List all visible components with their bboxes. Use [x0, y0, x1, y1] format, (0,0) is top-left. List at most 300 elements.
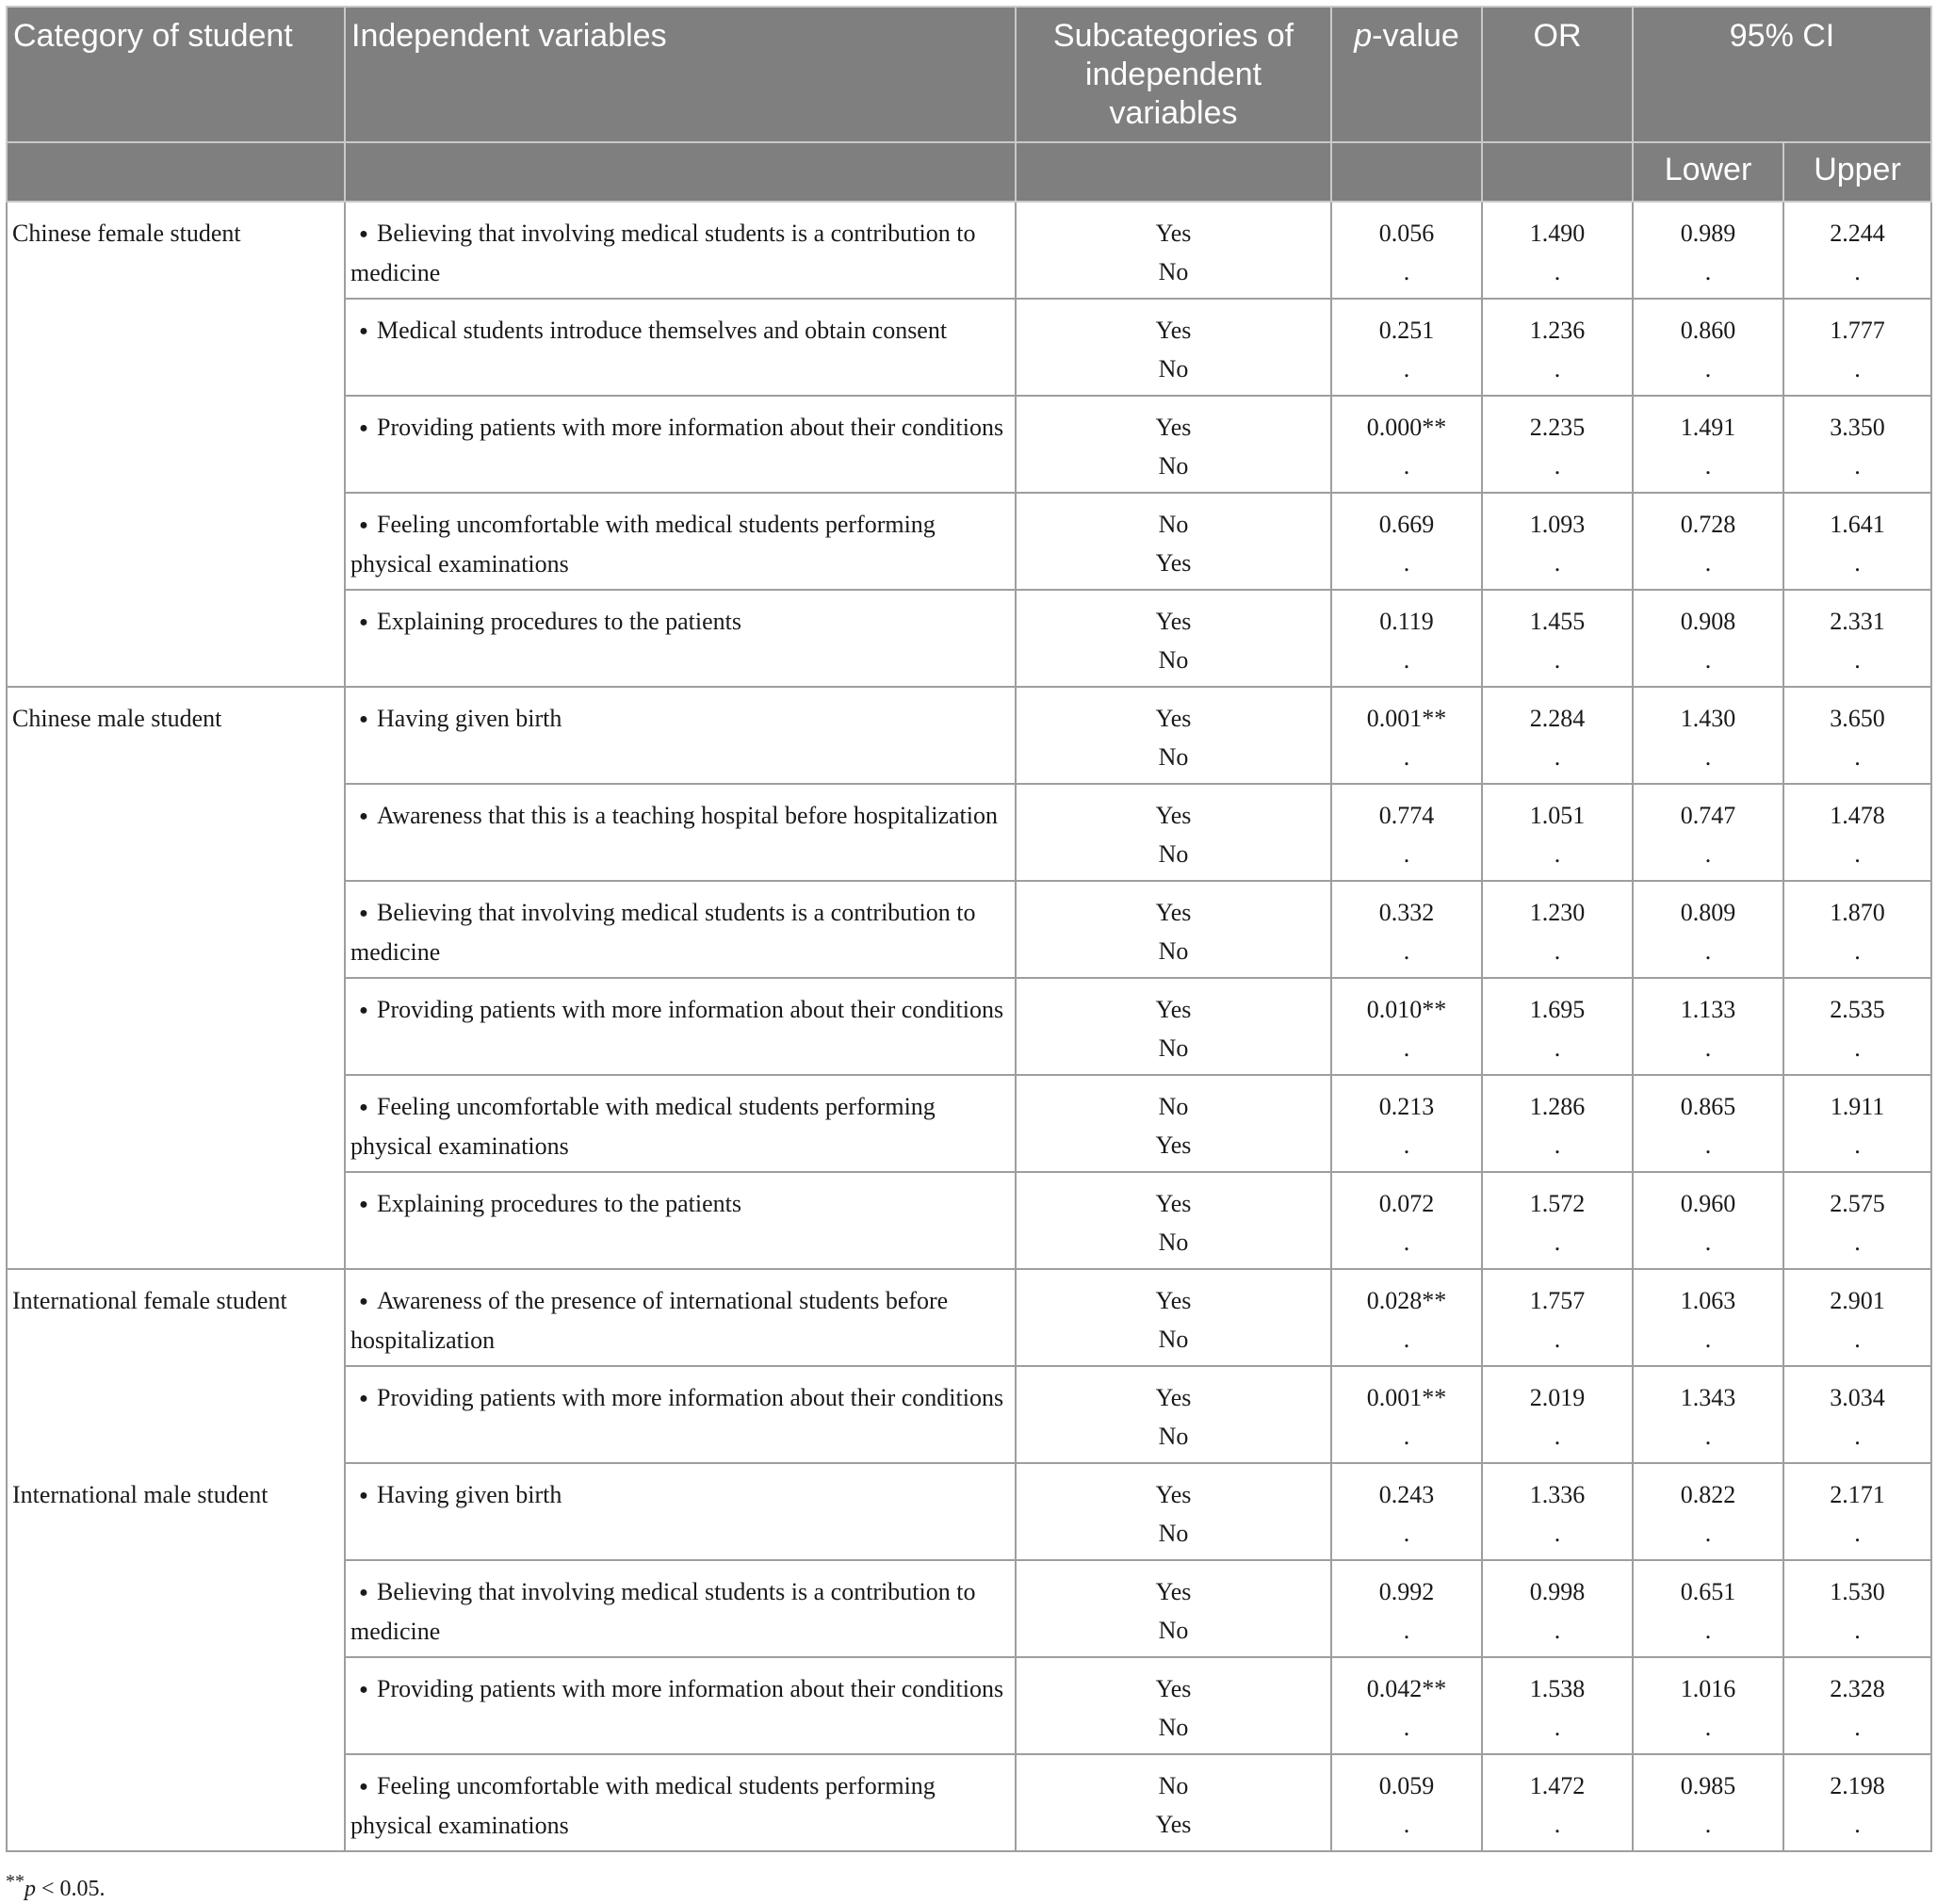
- p-value-cell-value: 0.669: [1378, 511, 1435, 538]
- p-value-cell-value: 0.028**: [1366, 1287, 1447, 1314]
- odds-ratio-cell-value: 1.757: [1529, 1287, 1586, 1314]
- odds-ratio-cell-value: 1.236: [1529, 317, 1586, 344]
- p-value-cell: [1331, 590, 1482, 687]
- ci-lower-cell: [1633, 978, 1783, 1075]
- variable-text: Providing patients with more information about their conditions: [377, 996, 1004, 1023]
- ci-lower-cell-value: 0.651: [1680, 1578, 1736, 1605]
- subcategory-first: No: [1158, 1772, 1189, 1799]
- ci-upper-cell: [1783, 1172, 1931, 1269]
- odds-ratio-cell: [1482, 1463, 1633, 1560]
- category-cell: [7, 1754, 345, 1851]
- reference-dot: .: [1704, 258, 1712, 285]
- reference-dot: .: [1704, 1423, 1712, 1450]
- subcategory-first: Yes: [1155, 1190, 1192, 1217]
- ci-upper-cell: [1783, 299, 1931, 396]
- p-value-cell: [1331, 1269, 1482, 1366]
- reference-dot: .: [1554, 1617, 1561, 1644]
- bullet-icon: ●: [359, 1585, 368, 1601]
- variable-text: Believing that involving medical students is a contribution to medicine: [350, 220, 976, 286]
- category-cell: [7, 784, 345, 881]
- bullet-icon: ●: [359, 808, 368, 824]
- ci-upper-cell-value: 2.901: [1830, 1287, 1885, 1314]
- header-independent-variables: Independent variables: [345, 7, 1016, 142]
- reference-dot: .: [1704, 1617, 1712, 1644]
- variable-text: Awareness of the presence of international students before hospitalization: [350, 1287, 949, 1354]
- table-row: [7, 1463, 1931, 1560]
- p-value-cell-value: 0.119: [1379, 608, 1434, 635]
- header-95-ci: 95% CI: [1633, 7, 1931, 142]
- p-value-cell: [1331, 1172, 1482, 1269]
- odds-ratio-cell: [1482, 1560, 1633, 1657]
- p-value-cell-value: 0.042**: [1366, 1675, 1447, 1702]
- reference-dot: .: [1854, 743, 1861, 771]
- ci-lower-cell: [1633, 590, 1783, 687]
- header-or: OR: [1482, 7, 1633, 142]
- variable-text: Awareness that this is a teaching hospital before hospitalization: [377, 802, 998, 829]
- ci-upper-cell: [1783, 1657, 1931, 1754]
- table-row: [7, 881, 1931, 978]
- variable-text: Providing patients with more information about their conditions: [377, 1675, 1004, 1702]
- independent-variable-cell: [345, 1754, 1016, 1851]
- header-lower: Lower: [1633, 142, 1783, 202]
- reference-dot: .: [1403, 1423, 1410, 1450]
- reference-dot: .: [1403, 646, 1410, 674]
- variable-text: Medical students introduce themselves and obtain consent: [377, 317, 948, 344]
- reference-dot: .: [1554, 840, 1561, 868]
- subcategory-cell: [1016, 202, 1331, 299]
- category-cell: Chinese female student: [7, 202, 345, 299]
- ci-lower-cell: [1633, 881, 1783, 978]
- subcategory-second: No: [1158, 258, 1189, 285]
- odds-ratio-cell: [1482, 1172, 1633, 1269]
- ci-upper-cell-value: 2.198: [1830, 1772, 1885, 1799]
- table-row: [7, 493, 1931, 590]
- p-value-cell-value: 0.000**: [1366, 414, 1447, 441]
- table-row: [7, 299, 1931, 396]
- reference-dot: .: [1854, 1617, 1861, 1644]
- reference-dot: .: [1554, 1811, 1561, 1838]
- variable-text: Feeling uncomfortable with medical students performing physical examinations: [350, 511, 936, 578]
- subcategory-cell: [1016, 784, 1331, 881]
- ci-lower-cell-value: 1.491: [1680, 414, 1736, 441]
- ci-lower-cell-value: 1.063: [1680, 1287, 1736, 1314]
- odds-ratio-cell-value: 2.284: [1529, 705, 1586, 732]
- odds-ratio-cell-value: 2.019: [1529, 1384, 1586, 1411]
- independent-variable-cell: [345, 1657, 1016, 1754]
- subcategory-first: Yes: [1155, 705, 1192, 732]
- header-p-suffix: -value: [1372, 18, 1459, 54]
- ci-upper-cell-value: 1.777: [1830, 317, 1885, 344]
- table-row: [7, 687, 1931, 784]
- reference-dot: .: [1403, 1229, 1410, 1256]
- reference-dot: .: [1403, 1131, 1410, 1159]
- category-cell: [7, 1366, 345, 1463]
- independent-variable-cell: [345, 1463, 1016, 1560]
- reference-dot: .: [1554, 1423, 1561, 1450]
- independent-variable-cell: [345, 978, 1016, 1075]
- subcategory-second: No: [1158, 646, 1189, 674]
- table-row: [7, 202, 1931, 299]
- p-value-cell-value: 0.332: [1378, 899, 1435, 926]
- category-cell: [7, 396, 345, 493]
- p-value-cell: [1331, 202, 1482, 299]
- header-row: [7, 7, 1931, 142]
- header-empty-3: [1016, 142, 1331, 202]
- reference-dot: .: [1403, 840, 1410, 868]
- p-value-cell-value: 0.072: [1378, 1190, 1435, 1217]
- category-cell: [7, 881, 345, 978]
- ci-upper-cell: [1783, 1366, 1931, 1463]
- ci-lower-cell-value: 1.430: [1680, 705, 1736, 732]
- reference-dot: .: [1554, 1034, 1561, 1062]
- category-cell: [7, 1657, 345, 1754]
- odds-ratio-cell-value: 1.572: [1529, 1190, 1586, 1217]
- reference-dot: .: [1854, 1034, 1861, 1062]
- reference-dot: .: [1554, 1520, 1561, 1547]
- ci-lower-cell-value: 0.809: [1680, 899, 1736, 926]
- odds-ratio-cell-value: 1.472: [1529, 1772, 1586, 1799]
- subcategory-second: No: [1158, 1714, 1189, 1741]
- ci-upper-cell-value: 2.244: [1830, 220, 1885, 247]
- odds-ratio-cell: [1482, 202, 1633, 299]
- subcategory-cell: [1016, 1269, 1331, 1366]
- ci-lower-cell-value: 0.985: [1680, 1772, 1736, 1799]
- reference-dot: .: [1403, 452, 1410, 480]
- bullet-icon: ●: [359, 1099, 368, 1115]
- ci-upper-cell: [1783, 1269, 1931, 1366]
- reference-dot: .: [1704, 1034, 1712, 1062]
- subcategory-second: No: [1158, 1229, 1189, 1256]
- independent-variable-cell: [345, 396, 1016, 493]
- p-value-cell: [1331, 1560, 1482, 1657]
- ci-lower-cell-value: 1.343: [1680, 1384, 1736, 1411]
- subcategory-cell: [1016, 1754, 1331, 1851]
- bullet-icon: ●: [359, 905, 368, 921]
- bullet-icon: ●: [359, 1002, 368, 1018]
- bullet-icon: ●: [359, 517, 368, 533]
- ci-lower-cell: [1633, 1657, 1783, 1754]
- variable-text: Feeling uncomfortable with medical students performing physical examinations: [350, 1772, 936, 1839]
- odds-ratio-cell-value: 1.093: [1529, 511, 1586, 538]
- ci-upper-cell: [1783, 978, 1931, 1075]
- reference-dot: .: [1403, 743, 1410, 771]
- reference-dot: .: [1704, 1714, 1712, 1741]
- reference-dot: .: [1704, 646, 1712, 674]
- p-value-cell-value: 0.213: [1378, 1093, 1435, 1120]
- results-table: [6, 6, 1932, 1852]
- ci-lower-cell: [1633, 202, 1783, 299]
- category-cell: [7, 1075, 345, 1172]
- ci-upper-cell: [1783, 493, 1931, 590]
- independent-variable-cell: [345, 1075, 1016, 1172]
- reference-dot: .: [1854, 1811, 1861, 1838]
- reference-dot: .: [1554, 258, 1561, 285]
- subcategory-second: No: [1158, 1520, 1189, 1547]
- subcategory-cell: [1016, 881, 1331, 978]
- subcategory-cell: [1016, 493, 1331, 590]
- odds-ratio-cell: [1482, 881, 1633, 978]
- p-value-cell-value: 0.001**: [1366, 705, 1447, 732]
- reference-dot: .: [1854, 646, 1861, 674]
- bullet-icon: ●: [359, 614, 368, 630]
- ci-lower-cell: [1633, 1366, 1783, 1463]
- reference-dot: .: [1854, 1131, 1861, 1159]
- subcategory-second: No: [1158, 1326, 1189, 1353]
- subcategory-second: No: [1158, 937, 1189, 965]
- subcategory-first: No: [1158, 1093, 1189, 1120]
- reference-dot: .: [1704, 1520, 1712, 1547]
- header-category: Category of student: [7, 7, 345, 142]
- subcategory-first: Yes: [1155, 1481, 1192, 1508]
- p-value-cell: [1331, 299, 1482, 396]
- ci-lower-cell-value: 0.960: [1680, 1190, 1736, 1217]
- category-cell: [7, 978, 345, 1075]
- header-subrow: [7, 142, 1931, 202]
- ci-lower-cell: [1633, 299, 1783, 396]
- footnote: [6, 1871, 106, 1902]
- independent-variable-cell: [345, 687, 1016, 784]
- subcategory-second: Yes: [1155, 549, 1192, 577]
- category-cell: International female student: [7, 1269, 345, 1366]
- ci-lower-cell: [1633, 1463, 1783, 1560]
- reference-dot: .: [1403, 549, 1410, 577]
- reference-dot: .: [1704, 1229, 1712, 1256]
- ci-lower-cell: [1633, 396, 1783, 493]
- header-p-value: [1331, 7, 1482, 142]
- table-row: [7, 396, 1931, 493]
- header-empty-4: [1331, 142, 1482, 202]
- subcategory-cell: [1016, 590, 1331, 687]
- table-row: [7, 1075, 1931, 1172]
- subcategory-second: Yes: [1155, 1811, 1192, 1838]
- p-value-cell-value: 0.010**: [1366, 996, 1447, 1023]
- ci-lower-cell: [1633, 1075, 1783, 1172]
- table-header: [7, 7, 1931, 202]
- odds-ratio-cell: [1482, 1657, 1633, 1754]
- subcategory-second: No: [1158, 743, 1189, 771]
- reference-dot: .: [1554, 549, 1561, 577]
- header-subcategories: Subcategories of independent variables: [1016, 7, 1331, 142]
- bullet-icon: ●: [359, 1391, 368, 1407]
- ci-upper-cell: [1783, 1560, 1931, 1657]
- odds-ratio-cell: [1482, 590, 1633, 687]
- odds-ratio-cell-value: 1.490: [1529, 220, 1586, 247]
- subcategory-first: Yes: [1155, 802, 1192, 829]
- odds-ratio-cell-value: 1.455: [1529, 608, 1586, 635]
- p-value-cell-value: 0.243: [1378, 1481, 1435, 1508]
- p-value-cell: [1331, 493, 1482, 590]
- ci-lower-cell: [1633, 1754, 1783, 1851]
- odds-ratio-cell: [1482, 1075, 1633, 1172]
- ci-upper-cell-value: 2.331: [1830, 608, 1885, 635]
- table-row: [7, 1754, 1931, 1851]
- p-value-cell: [1331, 1754, 1482, 1851]
- bullet-icon: ●: [359, 323, 368, 339]
- variable-text: Providing patients with more information about their conditions: [377, 414, 1004, 441]
- table-row: [7, 1269, 1931, 1366]
- bullet-icon: ●: [359, 711, 368, 727]
- reference-dot: .: [1854, 258, 1861, 285]
- reference-dot: .: [1854, 1229, 1861, 1256]
- p-value-cell: [1331, 1657, 1482, 1754]
- variable-text: Providing patients with more information about their conditions: [377, 1384, 1004, 1411]
- p-value-cell: [1331, 1366, 1482, 1463]
- category-cell: [7, 299, 345, 396]
- odds-ratio-cell-value: 1.538: [1529, 1675, 1586, 1702]
- odds-ratio-cell: [1482, 299, 1633, 396]
- category-cell: Chinese male student: [7, 687, 345, 784]
- reference-dot: .: [1704, 1326, 1712, 1353]
- bullet-icon: ●: [359, 1682, 368, 1698]
- reference-dot: .: [1554, 1714, 1561, 1741]
- subcategory-cell: [1016, 396, 1331, 493]
- ci-lower-cell-value: 1.133: [1680, 996, 1736, 1023]
- reference-dot: .: [1554, 937, 1561, 965]
- subcategory-cell: [1016, 978, 1331, 1075]
- bullet-icon: ●: [359, 1196, 368, 1212]
- subcategory-first: Yes: [1155, 317, 1192, 344]
- ci-lower-cell: [1633, 493, 1783, 590]
- subcategory-second: No: [1158, 840, 1189, 868]
- header-empty-5: [1482, 142, 1633, 202]
- independent-variable-cell: [345, 202, 1016, 299]
- reference-dot: .: [1704, 840, 1712, 868]
- independent-variable-cell: [345, 1560, 1016, 1657]
- bullet-icon: ●: [359, 226, 368, 242]
- bullet-icon: ●: [359, 1488, 368, 1504]
- ci-lower-cell-value: 0.865: [1680, 1093, 1736, 1120]
- subcategory-first: Yes: [1155, 1578, 1192, 1605]
- independent-variable-cell: [345, 881, 1016, 978]
- subcategory-cell: [1016, 299, 1331, 396]
- odds-ratio-cell-value: 1.286: [1529, 1093, 1586, 1120]
- p-value-cell-value: 0.059: [1378, 1772, 1435, 1799]
- subcategory-second: No: [1158, 355, 1189, 382]
- odds-ratio-cell: [1482, 784, 1633, 881]
- subcategory-first: Yes: [1155, 220, 1192, 247]
- reference-dot: .: [1854, 840, 1861, 868]
- variable-text: Explaining procedures to the patients: [377, 1190, 742, 1217]
- subcategory-first: Yes: [1155, 414, 1192, 441]
- ci-upper-cell-value: 3.650: [1830, 705, 1885, 732]
- reference-dot: .: [1554, 1131, 1561, 1159]
- reference-dot: .: [1704, 1811, 1712, 1838]
- subcategory-second: No: [1158, 1423, 1189, 1450]
- reference-dot: .: [1403, 1811, 1410, 1838]
- independent-variable-cell: [345, 590, 1016, 687]
- table-row: [7, 1560, 1931, 1657]
- variable-text: Having given birth: [377, 705, 562, 732]
- independent-variable-cell: [345, 493, 1016, 590]
- category-cell: International male student: [7, 1463, 345, 1560]
- reference-dot: .: [1854, 355, 1861, 382]
- table-row: [7, 1172, 1931, 1269]
- reference-dot: .: [1554, 646, 1561, 674]
- ci-lower-cell: [1633, 1560, 1783, 1657]
- odds-ratio-cell-value: 1.230: [1529, 899, 1586, 926]
- category-cell: [7, 1172, 345, 1269]
- reference-dot: .: [1403, 1714, 1410, 1741]
- independent-variable-cell: [345, 1269, 1016, 1366]
- ci-lower-cell-value: 0.822: [1680, 1481, 1736, 1508]
- table-row: [7, 978, 1931, 1075]
- independent-variable-cell: [345, 1366, 1016, 1463]
- table-row: [7, 590, 1931, 687]
- ci-lower-cell-value: 0.860: [1680, 317, 1736, 344]
- ci-upper-cell: [1783, 881, 1931, 978]
- ci-lower-cell: [1633, 1172, 1783, 1269]
- subcategory-first: Yes: [1155, 608, 1192, 635]
- odds-ratio-cell: [1482, 493, 1633, 590]
- ci-lower-cell-value: 0.989: [1680, 220, 1736, 247]
- reference-dot: .: [1403, 1520, 1410, 1547]
- reference-dot: .: [1854, 452, 1861, 480]
- reference-dot: .: [1554, 1229, 1561, 1256]
- reference-dot: .: [1403, 1034, 1410, 1062]
- ci-lower-cell-value: 1.016: [1680, 1675, 1736, 1702]
- ci-upper-cell-value: 1.911: [1830, 1093, 1885, 1120]
- table-row: [7, 1366, 1931, 1463]
- p-value-cell: [1331, 1463, 1482, 1560]
- ci-upper-cell: [1783, 1463, 1931, 1560]
- odds-ratio-cell-value: 1.336: [1529, 1481, 1586, 1508]
- category-cell: [7, 590, 345, 687]
- p-value-cell: [1331, 978, 1482, 1075]
- odds-ratio-cell: [1482, 978, 1633, 1075]
- p-value-cell-value: 0.251: [1378, 317, 1435, 344]
- subcategory-second: No: [1158, 1617, 1189, 1644]
- subcategory-first: Yes: [1155, 1287, 1192, 1314]
- reference-dot: .: [1554, 1326, 1561, 1353]
- ci-upper-cell-value: 2.328: [1830, 1675, 1885, 1702]
- independent-variable-cell: [345, 299, 1016, 396]
- reference-dot: .: [1403, 258, 1410, 285]
- footnote-stars: **: [6, 1871, 24, 1892]
- reference-dot: .: [1554, 452, 1561, 480]
- ci-upper-cell: [1783, 590, 1931, 687]
- ci-upper-cell-value: 2.171: [1830, 1481, 1885, 1508]
- reference-dot: .: [1854, 1326, 1861, 1353]
- reference-dot: .: [1854, 937, 1861, 965]
- reference-dot: .: [1854, 1423, 1861, 1450]
- ci-upper-cell-value: 1.478: [1830, 802, 1885, 829]
- subcategory-cell: [1016, 1560, 1331, 1657]
- reference-dot: .: [1854, 549, 1861, 577]
- subcategory-first: Yes: [1155, 1384, 1192, 1411]
- subcategory-first: Yes: [1155, 996, 1192, 1023]
- ci-upper-cell-value: 1.530: [1830, 1578, 1885, 1605]
- bullet-icon: ●: [359, 420, 368, 436]
- category-cell: [7, 1560, 345, 1657]
- odds-ratio-cell-value: 2.235: [1529, 414, 1586, 441]
- subcategory-second: No: [1158, 1034, 1189, 1062]
- reference-dot: .: [1403, 355, 1410, 382]
- reference-dot: .: [1704, 937, 1712, 965]
- reference-dot: .: [1403, 1617, 1410, 1644]
- reference-dot: .: [1403, 1326, 1410, 1353]
- category-cell: [7, 493, 345, 590]
- ci-lower-cell-value: 0.728: [1680, 511, 1736, 538]
- odds-ratio-cell: [1482, 1754, 1633, 1851]
- ci-upper-cell: [1783, 784, 1931, 881]
- subcategory-cell: [1016, 687, 1331, 784]
- reference-dot: .: [1704, 549, 1712, 577]
- p-value-cell-value: 0.992: [1378, 1578, 1435, 1605]
- bullet-icon: ●: [359, 1779, 368, 1795]
- ci-upper-cell-value: 2.575: [1830, 1190, 1885, 1217]
- ci-lower-cell: [1633, 687, 1783, 784]
- variable-text: Believing that involving medical students is a contribution to medicine: [350, 899, 976, 966]
